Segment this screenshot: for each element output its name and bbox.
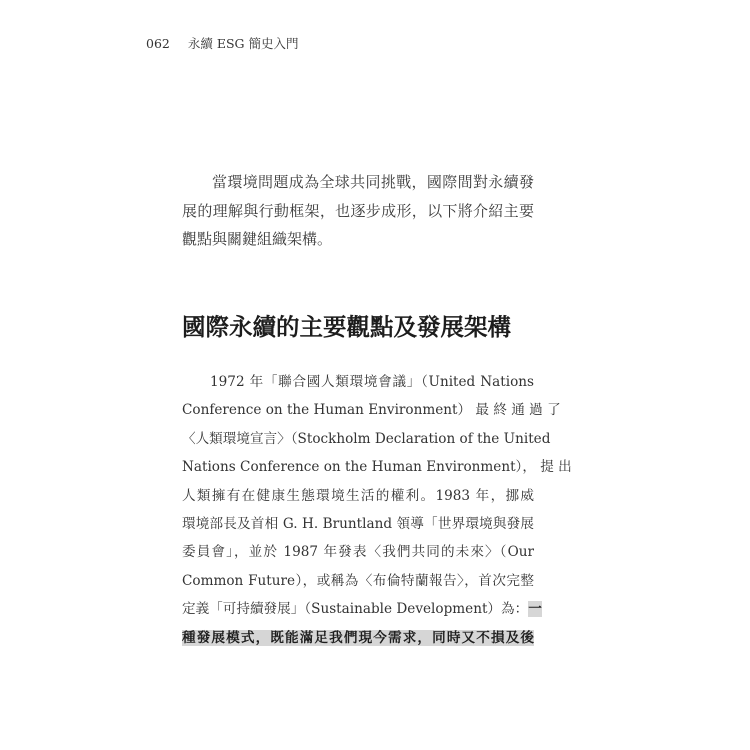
section-heading: 國際永續的主要觀點及發展架構 xyxy=(182,313,511,341)
intro-paragraph: 當環境問題成為全球共同挑戰，國際間對永續發展的理解與行動框架，也逐步成形，以下將介紹主要觀點與關鍵組織架構。 xyxy=(182,173,534,248)
body-line-text: 定義「可持續發展」（Sustainable Development）為： xyxy=(182,601,529,618)
body-line: Nations Conference on the Human Environment）， 提 出 xyxy=(182,459,572,476)
highlighted-line xyxy=(182,624,534,652)
body-line-with-highlight xyxy=(182,595,542,623)
body-line: Common Future），或稱為〈布倫特蘭報告〉，首次完整 xyxy=(182,572,534,589)
body-line: 委員會」，並於 1987 年發表〈我們共同的未來〉（Our xyxy=(182,544,534,561)
running-header xyxy=(146,34,298,52)
highlighted-text: 種發展模式，既能滿足我們現今需求，同時又不損及後 xyxy=(182,629,534,646)
book-title: 永續 ESG 簡史入門 xyxy=(187,36,299,51)
body-paragraph xyxy=(182,368,572,652)
body-line: 〈人類環境宣言〉（Stockholm Declaration of the United xyxy=(182,430,551,447)
page-number: 062 xyxy=(146,36,170,51)
body-line: 1972 年「聯合國人類環境會議」（United Nations xyxy=(210,374,534,390)
highlighted-text: 一 xyxy=(528,601,542,618)
body-line: Conference on the Human Environment） 最 終 通 過 了 xyxy=(182,402,561,419)
body-line: 人類擁有在健康生態環境生活的權利。1983 年，挪威 xyxy=(182,487,534,504)
body-line: 環境部長及首相 G. H. Bruntland 領導「世界環境與發展 xyxy=(182,515,534,532)
